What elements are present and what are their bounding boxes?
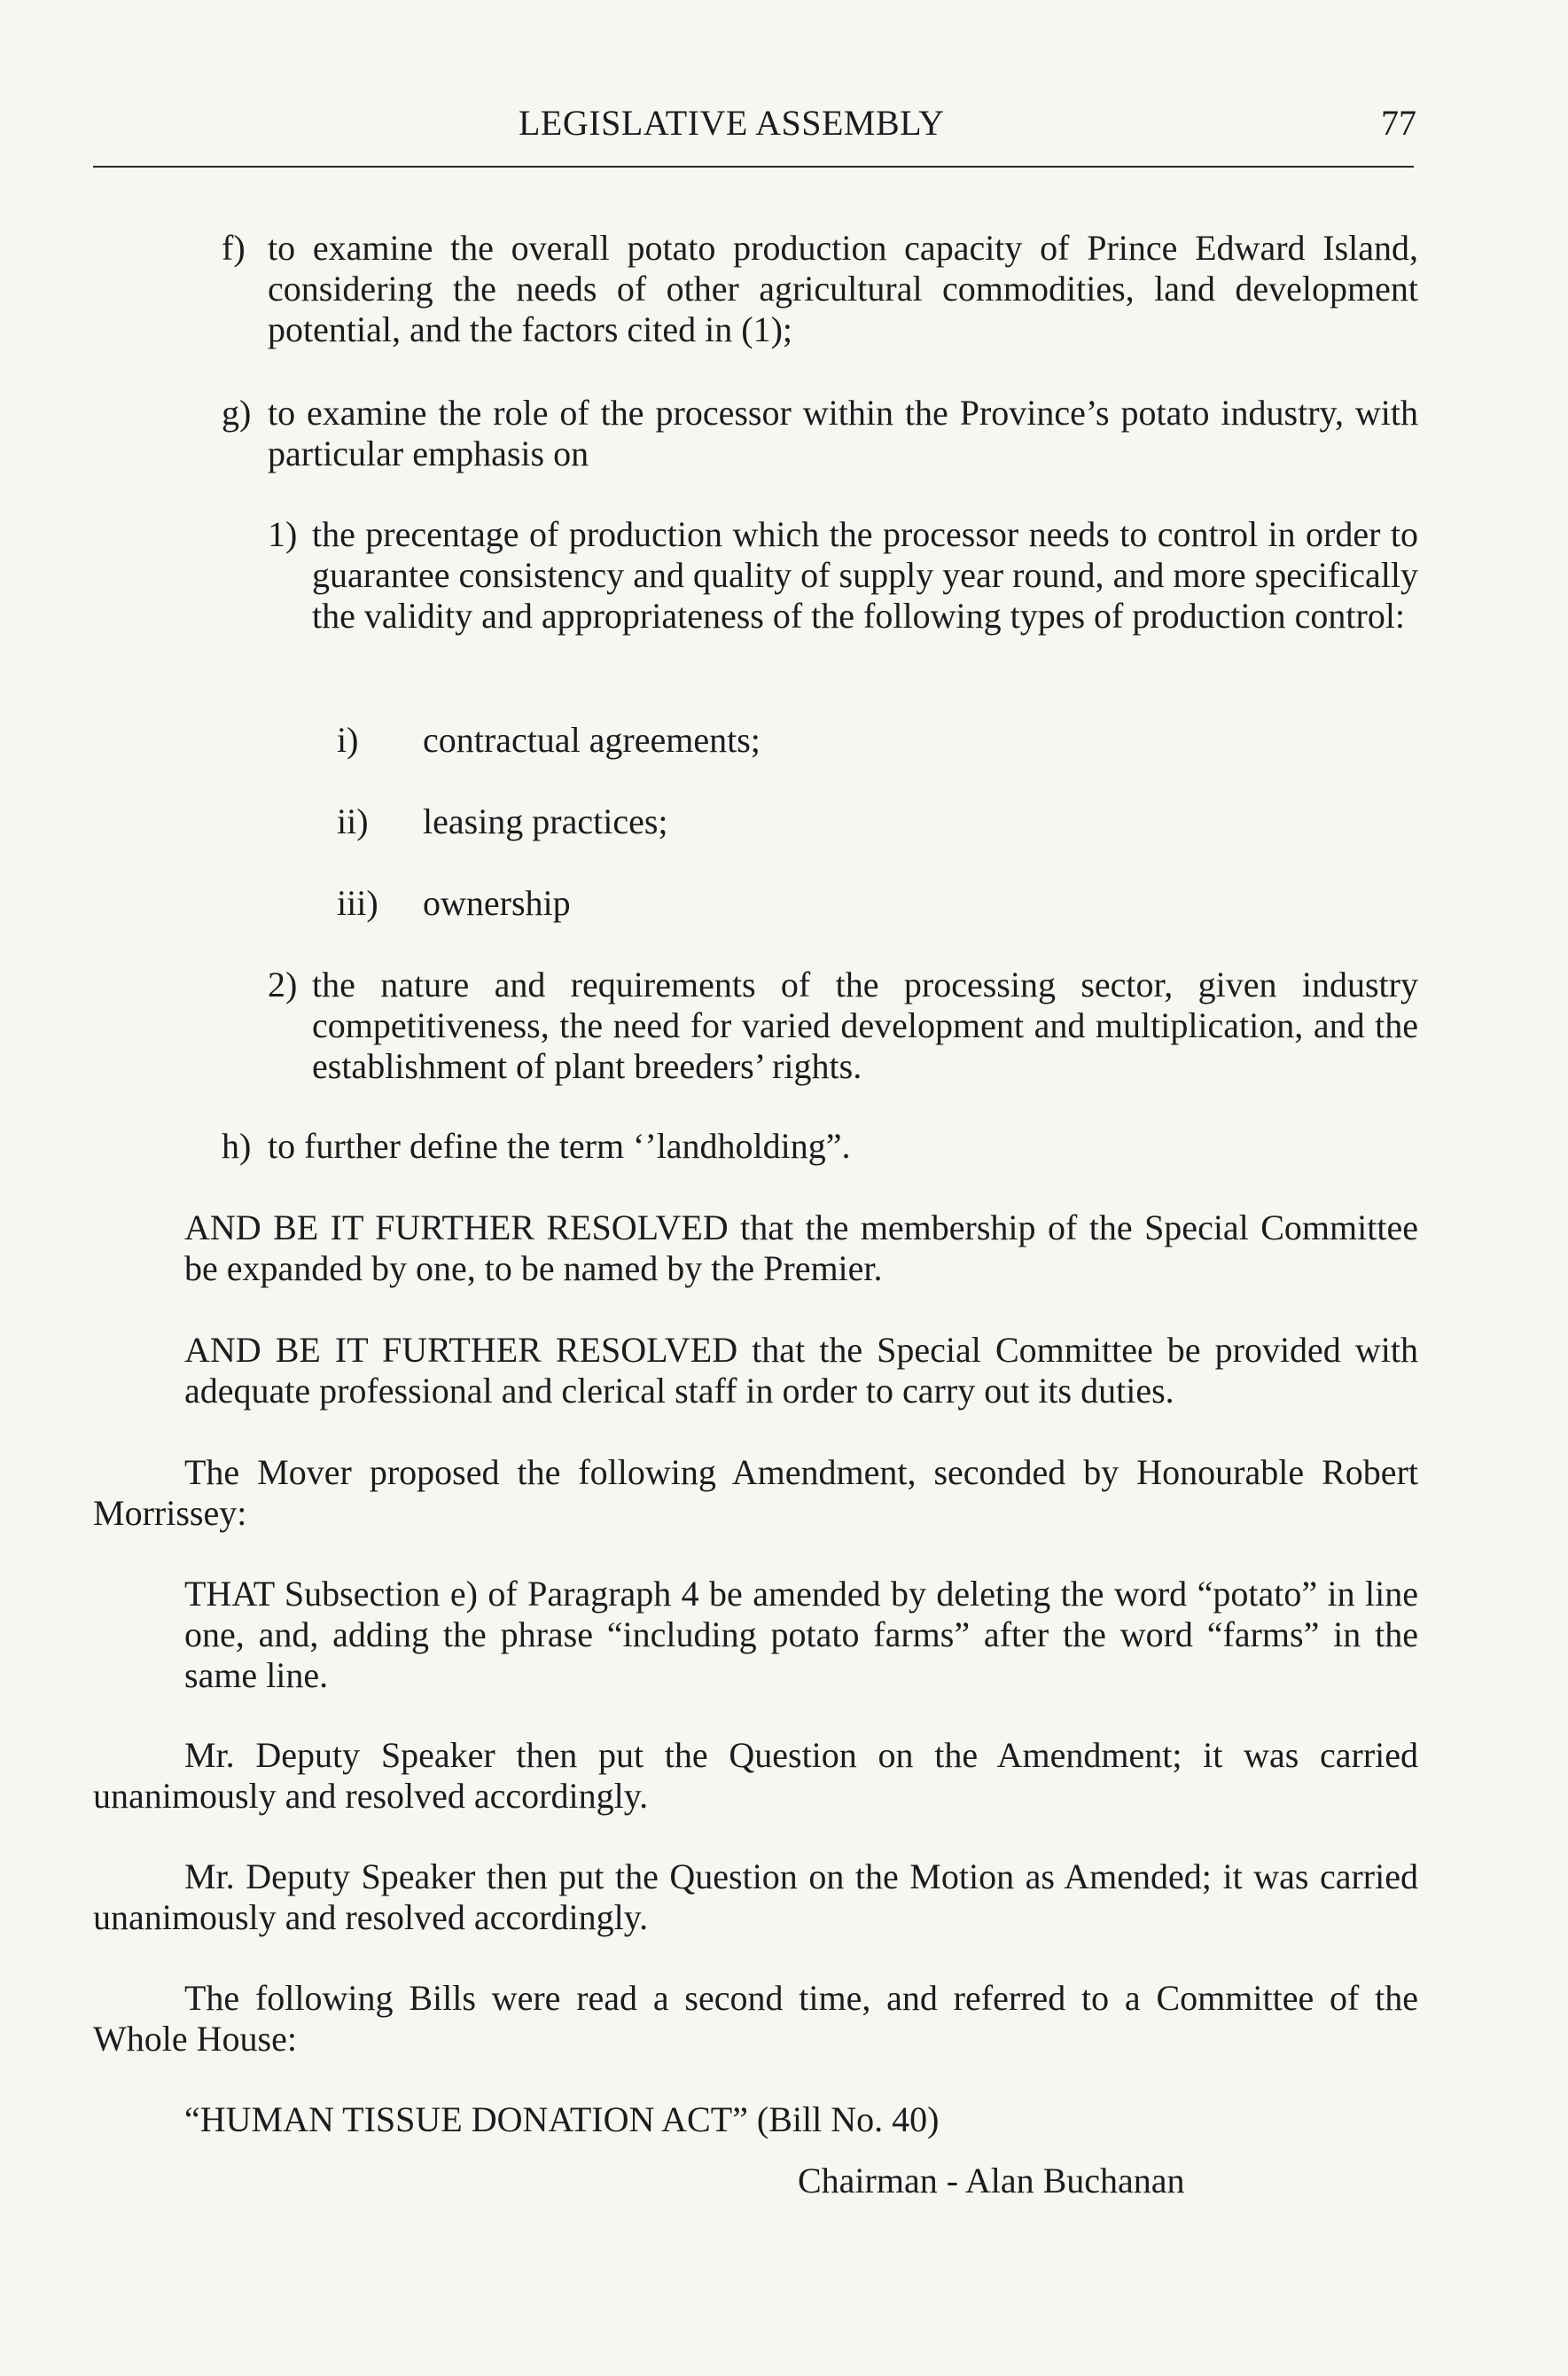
- item-g-label: g): [222, 393, 252, 433]
- item-h-label: h): [222, 1126, 252, 1166]
- item-g-text: to examine the role of the processor within the Province’s potato industry, with particular emphasis on: [268, 393, 1418, 473]
- page-number: 77: [1381, 103, 1416, 143]
- resolution-paragraph: AND BE IT FURTHER RESOLVED that the Special Committee be provided with adequate professional and clerical staff in order to carry out its duties.: [184, 1330, 1418, 1411]
- subitem-1-label: 1): [268, 514, 298, 554]
- chairman-line: Chairman - Alan Buchanan: [798, 2161, 1185, 2200]
- item-f-label: f): [222, 228, 246, 268]
- bills-intro-paragraph: The following Bills were read a second time, and referred to a Committee of the Whole House:: [93, 1978, 1418, 2059]
- amendment-text: THAT Subsection e) of Paragraph 4 be amended by deleting the word “potato” in line one, and, adding the phrase “including potato farms” after the word “farms” in the same line.: [184, 1574, 1418, 1695]
- subsubitem-ii-text: leasing practices;: [423, 801, 668, 841]
- page-header-title: LEGISLATIVE ASSEMBLY: [519, 103, 945, 143]
- resolution-paragraph: AND BE IT FURTHER RESOLVED that the membership of the Special Committee be expanded by one, to be named by the Premier.: [184, 1208, 1418, 1288]
- subitem-2-text: the nature and requirements of the processing sector, given industry competitiveness, the need for varied development and multiplication, and the establishment of plant breeders’ rights.: [312, 965, 1418, 1086]
- item-h-text: to further define the term ‘’landholding”.: [268, 1126, 851, 1166]
- header-rule: [93, 166, 1414, 168]
- subsubitem-i-label: i): [337, 720, 359, 760]
- question-amendment-paragraph: Mr. Deputy Speaker then put the Question on the Amendment; it was carried unanimously and resolved accordingly.: [93, 1735, 1418, 1816]
- subitem-2-label: 2): [268, 965, 298, 1004]
- subsubitem-i-text: contractual agreements;: [423, 720, 761, 760]
- subitem-1-text: the precentage of production which the processor needs to control in order to guarantee consistency and quality of supply year round, and more specifically the validity and appropriateness of the following types of production control:: [312, 514, 1418, 636]
- bill-title: “HUMAN TISSUE DONATION ACT” (Bill No. 40): [184, 2099, 940, 2139]
- subsubitem-ii-label: ii): [337, 801, 369, 841]
- subsubitem-iii-text: ownership: [423, 883, 571, 923]
- mover-paragraph: The Mover proposed the following Amendment, seconded by Honourable Robert Morrissey:: [93, 1452, 1418, 1533]
- item-f-text: to examine the overall potato production capacity of Prince Edward Island, considering the needs of other agricultural commodities, land development potential, and the factors cited in (1);: [268, 228, 1418, 349]
- subsubitem-iii-label: iii): [337, 883, 378, 923]
- question-motion-paragraph: Mr. Deputy Speaker then put the Question on the Motion as Amended; it was carried unanimously and resolved accordingly.: [93, 1856, 1418, 1937]
